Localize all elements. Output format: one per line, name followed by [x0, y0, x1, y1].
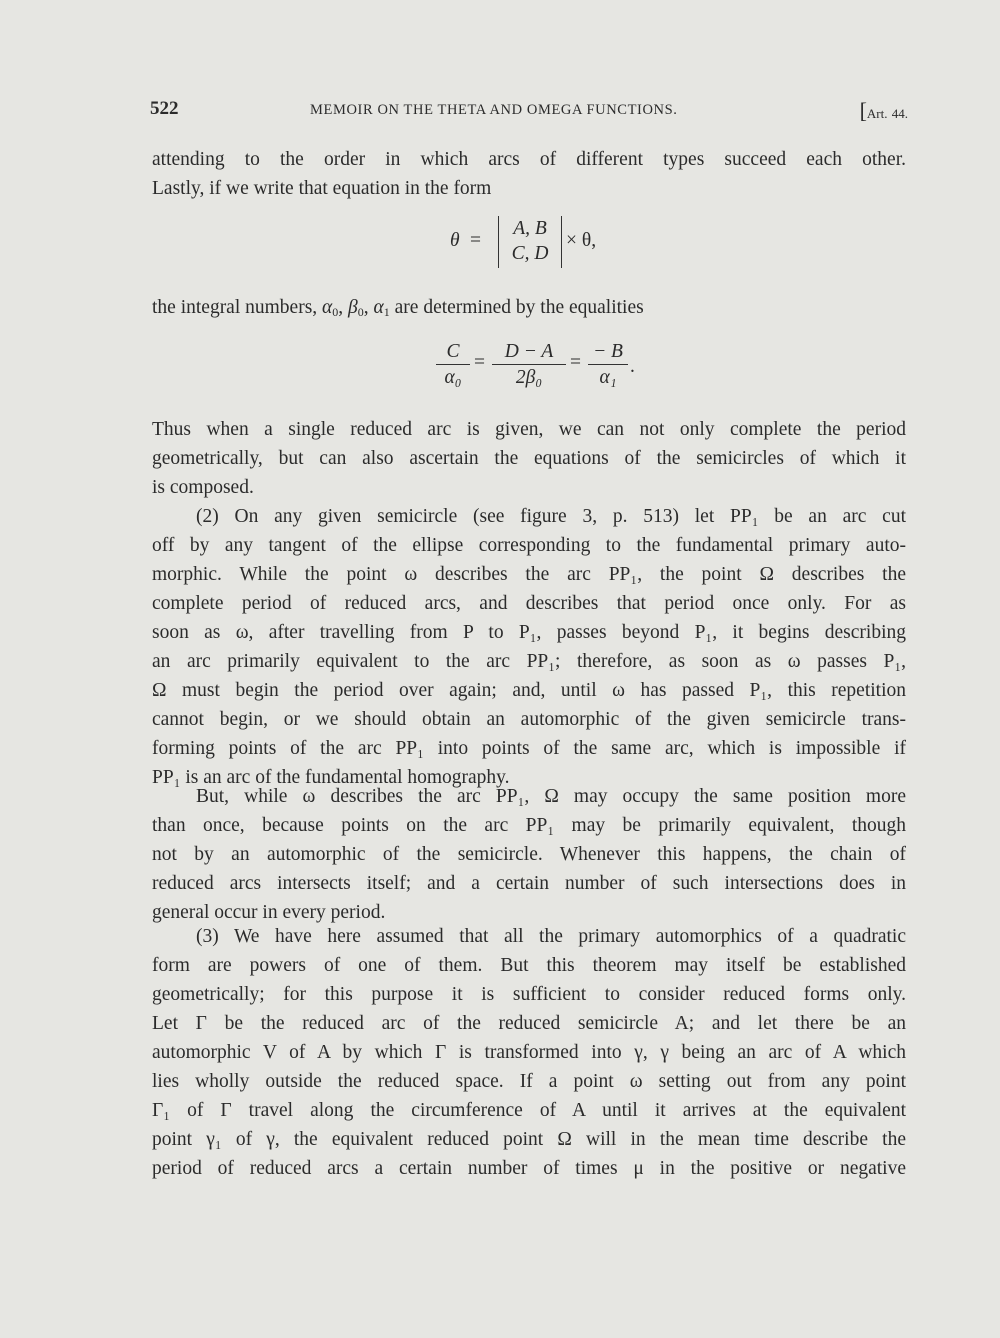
- para2-lead: the integral numbers,: [152, 297, 318, 318]
- text-line: PP₁ is an arc of the fundamental homography.: [152, 767, 510, 788]
- text-line: But, while ω describes the arc PP₁, Ω may occupy the same position more: [196, 786, 906, 807]
- alpha-symbol: α: [373, 297, 384, 318]
- paragraph-4: [152, 502, 906, 792]
- text-line: not by an automorphic of the semicircle. Whenever this happens, the chain of: [152, 844, 906, 865]
- text-line: period of reduced arcs a certain number of times μ in the positive or negative: [152, 1158, 906, 1179]
- text-line: forming points of the arc PP₁ into points of the same arc, which is impossible if: [152, 738, 906, 759]
- text-line: geometrically; for this purpose it is sufficient to consider reduced forms only.: [152, 984, 906, 1005]
- page-number: 522: [150, 98, 179, 119]
- running-title: MEMOIR ON THE THETA AND OMEGA FUNCTIONS.: [310, 102, 678, 118]
- text-line: complete period of reduced arcs, and describes that period once only. For as: [152, 593, 906, 614]
- beta-symbol: β: [348, 297, 358, 318]
- text-line: point γ₁ of γ, the equivalent reduced point Ω will in the mean time describe the: [152, 1129, 906, 1150]
- eq1-rhs: × θ,: [566, 230, 597, 251]
- text-line: morphic. While the point ω describes the arc PP₁, the point Ω describes the: [152, 564, 906, 585]
- text-line: off by any tangent of the ellipse corresponding to the fundamental primary auto-: [152, 535, 906, 556]
- article-bracket: [: [859, 98, 867, 123]
- article-label: Art.: [866, 106, 888, 121]
- fraction-1: [436, 340, 470, 391]
- article-number: 44.: [891, 106, 908, 121]
- text-line: form are powers of one of them. But this theorem may itself be established: [152, 955, 906, 976]
- text-line: Lastly, if we write that equation in the form: [152, 178, 492, 199]
- determinant-row-1: A, B: [513, 218, 547, 239]
- denominator-2: 2β₀: [515, 367, 543, 388]
- text-line: geometrically, but can also ascertain the equations of the semicircles of which it: [152, 448, 906, 469]
- determinant: [498, 216, 562, 268]
- paragraph-6: [152, 922, 906, 1183]
- eq1-equals: =: [470, 230, 481, 251]
- denominator-3: α₁: [599, 367, 617, 388]
- text-line: cannot begin, or we should obtain an automorphic of the given semicircle trans-: [152, 709, 906, 730]
- eq2-period: .: [630, 356, 635, 377]
- numerator-3: − B: [588, 340, 628, 365]
- text-line: Thus when a single reduced arc is given, we can not only complete the period: [152, 419, 906, 440]
- text-line: (3) We have here assumed that all the primary automorphics of a quadratic: [196, 926, 906, 947]
- denominator-1: α₀: [444, 367, 462, 388]
- fraction-2: [492, 340, 566, 391]
- eq2-equals-2: =: [570, 352, 581, 373]
- text-line: than once, because points on the arc PP₁ may be primarily equivalent, though: [152, 815, 906, 836]
- paragraph-1: [152, 145, 906, 203]
- text-line: Γ₁ of Γ travel along the circumference of A until it arrives at the equivalent: [152, 1100, 906, 1121]
- text-line: (2) On any given semicircle (see figure 3, p. 513) let PP₁ be an arc cut: [196, 506, 906, 527]
- article-reference: [860, 98, 908, 124]
- fraction-3: [588, 340, 628, 391]
- text-line: Ω must begin the period over again; and, until ω has passed P₁, this repetition: [152, 680, 906, 701]
- text-line: attending to the order in which arcs of different types succeed each other.: [152, 149, 906, 170]
- numerator-1: C: [436, 340, 470, 365]
- para2-tail: are determined by the equalities: [394, 297, 644, 318]
- text-line: Let Γ be the reduced arc of the reduced semicircle A; and let there be an: [152, 1013, 906, 1034]
- text-line: lies wholly outside the reduced space. If a point ω setting out from any point: [152, 1071, 906, 1092]
- text-line: soon as ω, after travelling from P to P₁, passes beyond P₁, it begins describing: [152, 622, 906, 643]
- text-line: reduced arcs intersects itself; and a certain number of such intersections does in: [152, 873, 906, 894]
- eq2-equals-1: =: [474, 352, 485, 373]
- alpha-symbol: α: [322, 297, 333, 318]
- text-line: the integral numbers, $\alpha_0$, $\beta_0$, $\alpha_1$ are determined by the equalities: [152, 297, 644, 319]
- text-line: is composed.: [152, 477, 254, 498]
- paragraph-5: [152, 782, 906, 927]
- text-line: an arc primarily equivalent to the arc PP₁; therefore, as soon as ω passes P₁,: [152, 651, 906, 672]
- text-line: automorphic V of A by which Γ is transformed into γ, γ being an arc of A which: [152, 1042, 906, 1063]
- eq1-lhs: θ: [450, 230, 460, 251]
- text-line: general occur in every period.: [152, 902, 386, 923]
- paragraph-3: [152, 415, 906, 502]
- numerator-2: D − A: [492, 340, 566, 365]
- paragraph-2: [152, 293, 906, 322]
- page-header: [150, 98, 910, 126]
- determinant-row-2: C, D: [511, 243, 549, 264]
